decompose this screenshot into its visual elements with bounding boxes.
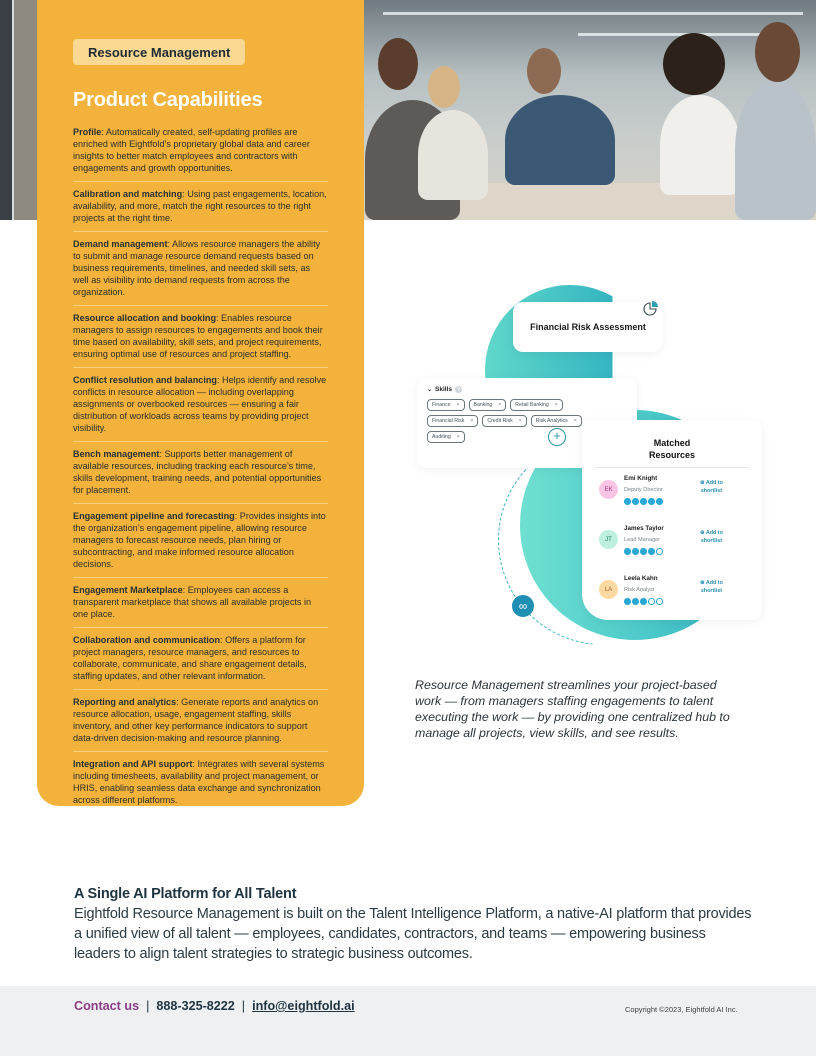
photo-wall [0,0,40,220]
skill-chip[interactable]: Risk Analytics × [531,415,582,427]
matched-resources-card [582,420,762,620]
capability-title: Conflict resolution and balancing [73,375,217,385]
rating-dots [624,498,663,505]
resource-name: Emi Knight [624,475,658,482]
capability-text: : Integrates with several systems including timesheets, availability and project management, or HRIS, enabling seamless data exchange and synchronization across different platforms. [73,759,325,805]
capability-text: : Provides insights into the organization’s engagement pipeline, allowing resource managers to forecast resource needs, plan hiring or subcontracting, and make informed resource allocation decisions. [73,511,326,569]
avatar: EK [599,480,618,499]
capabilities-list [73,126,328,813]
remove-icon[interactable]: × [554,402,558,408]
capability-title: Resource allocation and booking [73,313,216,323]
capability-item [73,510,328,578]
capability-title: Profile [73,127,102,137]
skill-chip[interactable]: Auditing × [427,431,465,443]
add-to-shortlist-button[interactable]: ⊕ Add to shortlist [700,530,723,544]
skill-chip[interactable]: Credit Risk × [482,415,526,427]
capability-title: Engagement Marketplace [73,585,183,595]
rating-dots [624,548,663,555]
resource-name: James Taylor [624,525,664,532]
help-icon[interactable]: ? [456,386,461,393]
resource-row [596,475,748,518]
section-tag: Resource Management [73,39,245,65]
capability-item [73,374,328,442]
capability-item [73,448,328,504]
capability-title: Integration and API support [73,759,193,769]
contact-line [74,999,355,1013]
platform-section [74,886,754,964]
remove-icon[interactable]: × [456,402,460,408]
add-skill-button[interactable]: + [548,428,566,446]
remove-icon[interactable]: × [573,418,577,424]
summary-quote: Resource Management streamlines your project-based work — from managers staffing engagements to talent executing the work — by providing one centralized hub to manage all projects, view skills, and see results. [415,678,730,740]
capability-item [73,126,328,182]
capability-title: Reporting and analytics [73,697,177,707]
resource-row [596,575,748,618]
skill-chip[interactable]: Banking × [469,399,507,411]
remove-icon[interactable]: × [470,418,474,424]
avatar: JT [599,530,618,549]
capability-title: Calibration and matching [73,189,183,199]
capability-item [73,584,328,628]
financial-risk-card [513,302,663,352]
capability-title: Demand management [73,239,168,249]
divider [596,467,748,468]
separator: | [241,999,246,1013]
resource-role: Risk Analyst [624,587,655,593]
capability-item [73,238,328,306]
remove-icon[interactable]: × [498,402,502,408]
contact-us-link[interactable]: Contact us [74,999,140,1013]
capability-text: : Automatically created, self-updating profiles are enriched with Eightfold’s proprietary global data and career insights to better match employees and contractors with engagements and growth opportunities. [73,127,310,173]
separator: | [146,999,150,1013]
capability-item [73,634,328,690]
resource-name: Leela Kahn [624,575,658,582]
copyright: Copyright ©2023, Eightfold AI Inc. [625,1005,738,1014]
capability-item [73,188,328,232]
capability-text: : Helps identify and resolve conflicts in resource allocation — including overlapping assignments or overbooked resources — ensuring a fair distribution of workloads across teams by providing project visibility. [73,375,327,433]
remove-icon[interactable]: × [456,434,460,440]
infinity-icon: ∞ [512,595,534,617]
capability-text: : Generate reports and analytics on resource allocation, usage, engagement staffing, skills inventory, and other key performance indicators to support data-driven decision-making and resource planning. [73,697,319,743]
phone-number[interactable]: 888-325-8222 [156,999,235,1013]
rating-dots [624,598,663,605]
skills-header[interactable] [427,386,627,393]
skills-label: Skills [435,386,453,393]
capability-text: : Allows resource managers the ability to submit and manage resource demand requests based on business requirements, timelines, and needed skill sets, as well as visibility into demand requests from across the organization. [73,239,321,297]
financial-risk-title: Financial Risk Assessment [530,322,646,332]
resource-role: Deputy Director [624,487,663,493]
capability-item [73,758,328,813]
add-to-shortlist-button[interactable]: ⊕ Add to shortlist [700,480,723,494]
capability-item [73,696,328,752]
footer [0,986,816,1056]
panel-title: Product Capabilities [73,89,263,111]
capability-title: Engagement pipeline and forecasting [73,511,235,521]
capability-item [73,312,328,368]
platform-heading: A Single AI Platform for All Talent [74,886,297,902]
pie-chart-icon [643,300,659,316]
remove-icon[interactable]: × [518,418,522,424]
capability-text: : Employees can access a transparent marketplace that shows all available projects in one place. [73,585,312,619]
product-illustration [415,280,775,650]
add-to-shortlist-button[interactable]: ⊕ Add to shortlist [700,580,723,594]
resource-role: Lead Manager [624,537,661,543]
platform-body: Eightfold Resource Management is built on the Talent Intelligence Platform, a native-AI platform that provides a unified view of all talent — employees, candidates, contractors, and teams — empowering business leaders to align talent strategies to strategic business outcomes. [74,906,752,962]
capability-text: : Using past engagements, location, availability, and more, match the right resources to the right projects at the right time. [73,189,327,223]
chevron-down-icon: ⌄ [427,387,433,393]
capability-title: Collaboration and communication [73,635,221,645]
capability-title: Bench management [73,449,160,459]
skill-chip[interactable]: Financial Risk × [427,415,478,427]
capability-text: : Enables resource managers to assign resources to engagements and book their time based on availability, skill sets, and project requirements, ensuring optimal use of resources and project staffing. [73,313,323,359]
email-link[interactable]: info@eightfold.ai [252,999,355,1013]
resource-row [596,525,748,568]
avatar: LA [599,580,618,599]
capabilities-panel [37,0,364,806]
matched-resources-title: Matched Resources [648,438,696,460]
skill-chip[interactable]: Retail Banking × [510,399,562,411]
skill-chip[interactable]: Finance × [427,399,465,411]
capability-text: : Supports better management of available resources, including tracking each resource’s time, skills development, training needs, and potential opportunities for placement. [73,449,322,495]
capability-text: : Offers a platform for project managers, resource managers, and resources to collaborate, communicate, and share engagement details, staffing updates, and other relevant information. [73,635,307,681]
